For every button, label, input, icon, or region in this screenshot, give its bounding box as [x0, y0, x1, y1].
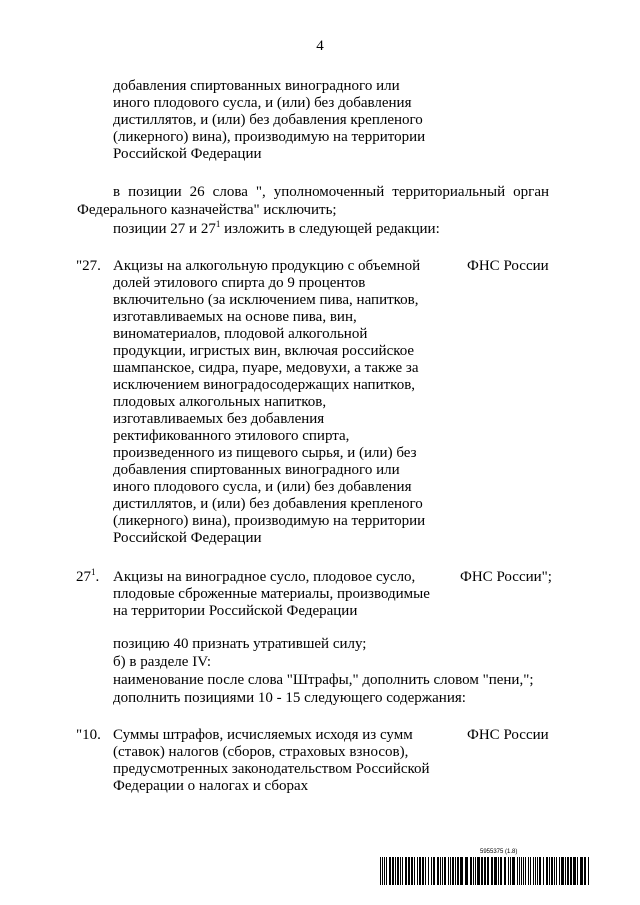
item-10-number: "10.: [76, 727, 101, 743]
item-27-1-number-dot: .: [95, 569, 100, 585]
instruction-27-line: [113, 221, 440, 238]
barcode-bar: [570, 857, 572, 885]
barcode-bar: [565, 857, 566, 885]
instruction-line-3: наименование после слова "Штрафы," дополнить словом "пени,";: [113, 672, 534, 688]
item-27-1-number-main: 27: [76, 569, 91, 585]
barcode-bar: [551, 857, 553, 885]
item-10-agency: ФНС России: [467, 727, 549, 743]
barcode-bar: [457, 857, 459, 885]
barcode-bar: [487, 857, 489, 885]
barcode-bar: [397, 857, 399, 885]
barcode-bar: [498, 857, 499, 885]
barcode-bar: [473, 857, 474, 885]
barcode-bar: [561, 857, 564, 885]
barcode-bar: [411, 857, 413, 885]
barcode-bar: [417, 857, 418, 885]
instruction-26-line2: Федерального казначейства" исключить;: [77, 202, 337, 218]
barcode-bar: [402, 857, 403, 885]
barcode-bar: [405, 857, 407, 885]
barcode-bar: [455, 857, 456, 885]
item-27-text: Акцизы на алкогольную продукцию с объемной долей этилового спирта до 9 процентов включительно (за исключением пива, напитков, изготавливаемых на основе пива, вин, виноматериалов, плодовой алкогольной продукции, игристых вин, включая российское шампанское, сидра, пуаре, медовухи, а также за исключением виноградосодержащих напитков, плодовых алкогольных напитков, изготавливаемых без добавления ректификованного этилового спирта, произведенного из пищевого сырья, и (или) без добавления спиртованных виноградного или иного плодового сусла, и (или) без добавления дистиллятов, и (или) без добавления крепленого (ликерного) вина), производимую на территории Российской Федерации: [113, 258, 426, 546]
barcode-bar: [465, 857, 468, 885]
barcode-bar: [414, 857, 415, 885]
barcode-bar: [384, 857, 385, 885]
barcode-bar: [556, 857, 557, 885]
barcode-bar: [573, 857, 576, 885]
instruction-27-sup: 1: [215, 219, 221, 229]
barcode-bar: [460, 857, 463, 885]
barcode-bar: [588, 857, 589, 885]
instruction-27-pre: позиции 27 и 27: [113, 221, 216, 237]
barcode-bar: [494, 857, 497, 885]
barcode-bar: [450, 857, 451, 885]
barcode-bar: [400, 857, 401, 885]
barcode-bar: [382, 857, 383, 885]
item-27-1-number: [76, 569, 99, 586]
page-number: 4: [316, 38, 324, 54]
barcode-bar: [481, 857, 483, 885]
barcode-bar: [442, 857, 443, 885]
barcode-bar: [431, 857, 432, 885]
barcode-bar: [546, 857, 548, 885]
barcode-bar: [392, 857, 394, 885]
item-10-text: Суммы штрафов, исчисляемых исходя из сумм (ставок) налогов (сборов, страховых взносов), предусмотренных законодательством Российской Федерации о налогах и сборах: [113, 727, 430, 794]
barcode-bar: [521, 857, 522, 885]
instruction-27-post: изложить в следующей редакции:: [220, 221, 440, 237]
barcode-bar: [500, 857, 502, 885]
barcode-bar: [577, 857, 578, 885]
barcode-bar: [580, 857, 583, 885]
barcode-bar: [512, 857, 515, 885]
instruction-line-1: позицию 40 признать утратившей силу;: [113, 636, 367, 652]
barcode-bar: [533, 857, 534, 885]
barcode-label: 5955375 (1.8): [480, 849, 518, 855]
barcode-bar: [554, 857, 555, 885]
barcode-bar: [504, 857, 506, 885]
barcode-bar: [535, 857, 536, 885]
continuation-text: добавления спиртованных виноградного или иного плодового сусла, и (или) без добавления дистиллятов, и (или) без добавления крепленого (ликерного) вина), производимую на территории Российской Федерации: [113, 78, 426, 162]
barcode-bar: [440, 857, 441, 885]
barcode-bar: [543, 857, 544, 885]
barcode-bar: [425, 857, 426, 885]
instruction-line-4: дополнить позициями 10 - 15 следующего содержания:: [113, 690, 466, 706]
item-27-agency: ФНС России: [467, 258, 549, 274]
barcode-bar: [444, 857, 446, 885]
barcode-bar: [422, 857, 424, 885]
barcode-bar: [491, 857, 493, 885]
barcode-bar: [475, 857, 476, 885]
barcode-bar: [386, 857, 387, 885]
barcode-bar: [528, 857, 529, 885]
instruction-line-2: б) в разделе IV:: [113, 654, 212, 670]
barcode-bar: [477, 857, 480, 885]
barcode-bar: [437, 857, 439, 885]
item-27-1-agency: ФНС России";: [460, 569, 552, 585]
barcode-bar: [517, 857, 518, 885]
barcode-bar: [395, 857, 396, 885]
barcode-bar: [549, 857, 550, 885]
barcode-bar: [408, 857, 410, 885]
barcode-bar: [539, 857, 541, 885]
barcode-bar: [508, 857, 509, 885]
barcode-bar: [428, 857, 429, 885]
item-27-number: "27.: [76, 258, 101, 274]
barcode-bar: [419, 857, 421, 885]
barcode-bar: [567, 857, 569, 885]
barcode-bar: [448, 857, 449, 885]
barcode-bar: [559, 857, 560, 885]
barcode-image: [380, 857, 592, 885]
barcode-bar: [537, 857, 538, 885]
barcode-bar: [452, 857, 454, 885]
barcode-bar: [389, 857, 391, 885]
barcode-bar: [433, 857, 435, 885]
item-27-1-number-sup: 1: [91, 567, 96, 577]
barcode-bar: [484, 857, 486, 885]
barcode-bar: [523, 857, 524, 885]
barcode-bar: [470, 857, 472, 885]
item-27-1-text: Акцизы на виноградное сусло, плодовое сусло, плодовые сброженные материалы, производимые на территории Российской Федерации: [113, 569, 430, 619]
barcode-bar: [530, 857, 531, 885]
instruction-26-line1: в позиции 26 слова ", уполномоченный территориальный орган: [113, 184, 549, 200]
barcode-bar: [525, 857, 526, 885]
barcode-bar: [519, 857, 520, 885]
barcode-bar: [380, 857, 381, 885]
barcode-bar: [584, 857, 586, 885]
barcode-bar: [510, 857, 511, 885]
